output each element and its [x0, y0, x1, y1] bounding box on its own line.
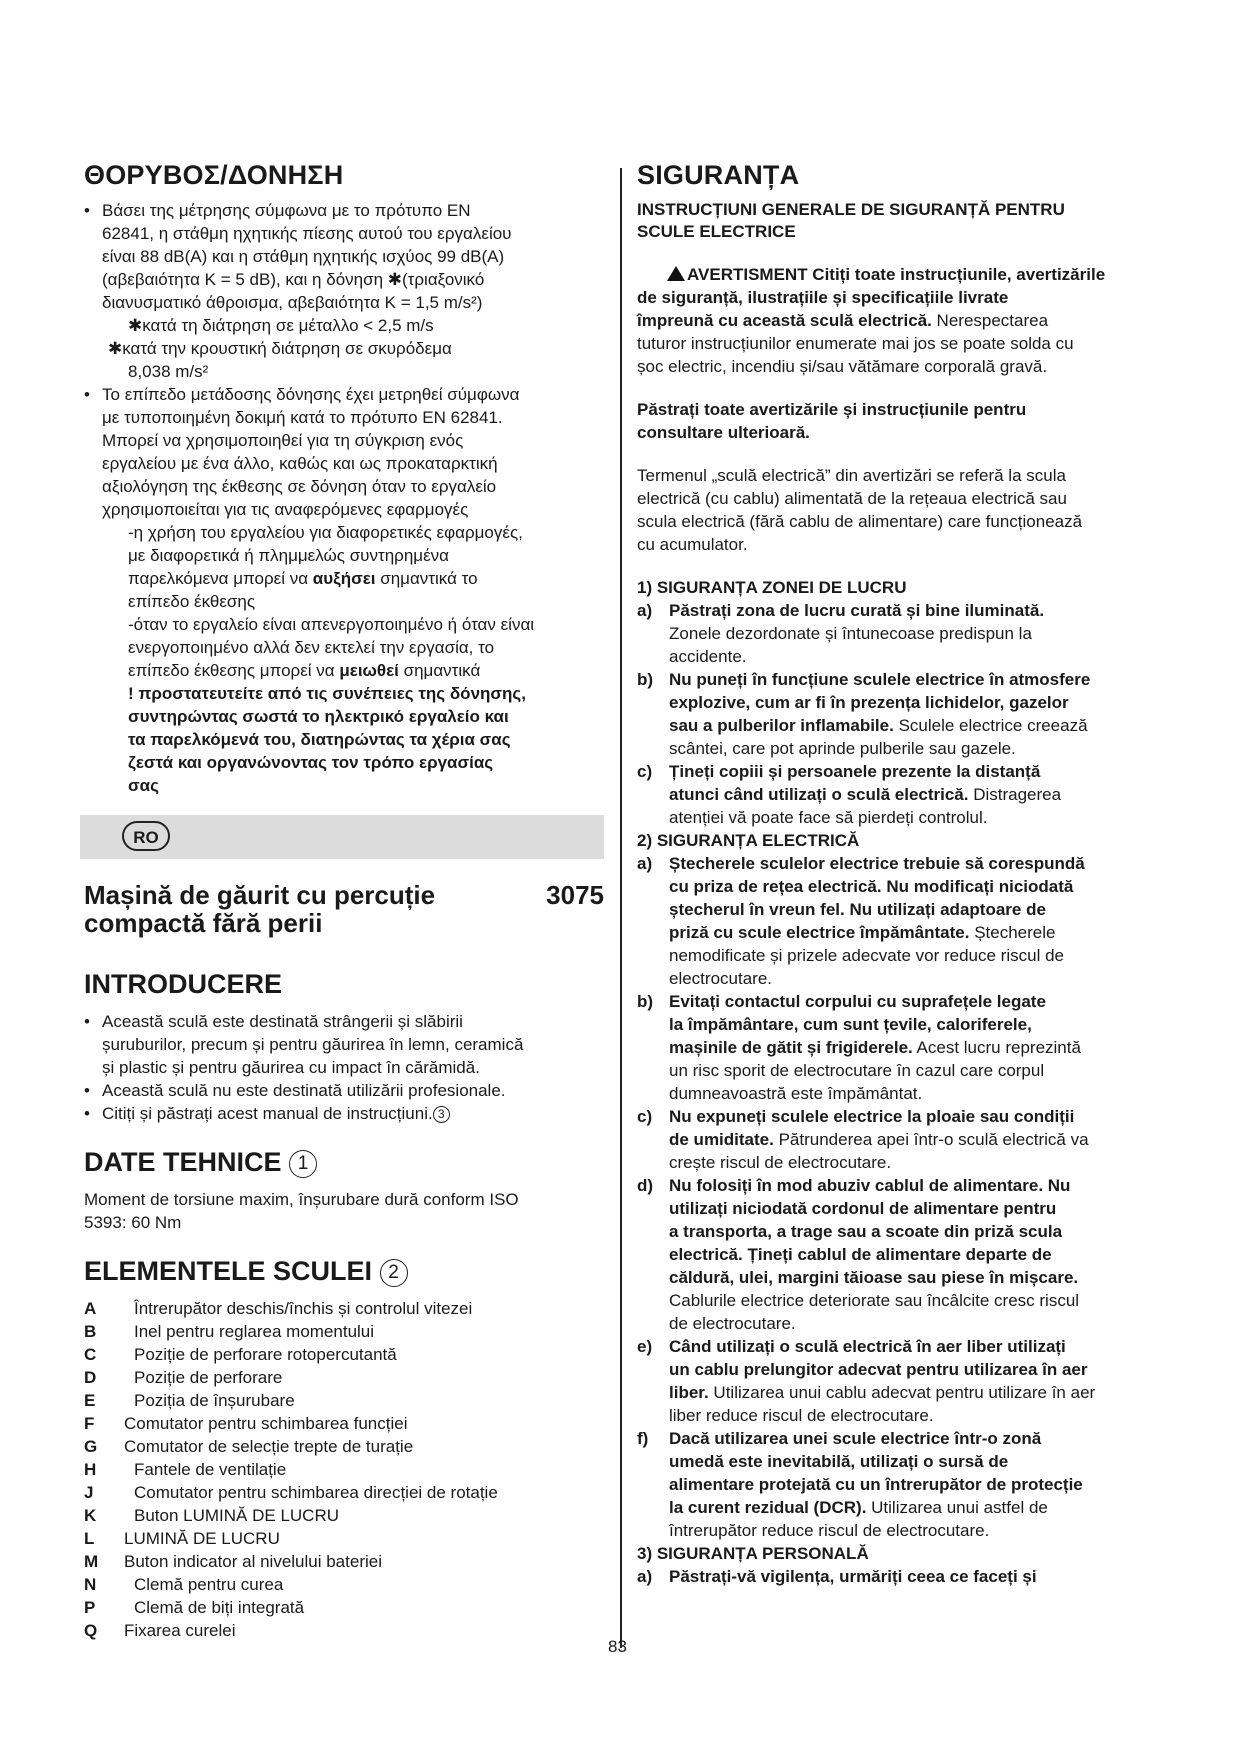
part-key: D	[84, 1368, 97, 1387]
intro-bullet-3: • Citiți și păstrați acest manual de instrucțiuni. 3	[84, 1102, 604, 1125]
part-label: Buton indicator al nivelului bateriei	[124, 1552, 382, 1571]
part-item	[84, 1596, 604, 1619]
part-label: Poziție de perforare rotopercutantă	[134, 1345, 397, 1364]
part-label: Buton LUMINĂ DE LUCRU	[134, 1506, 340, 1525]
tech-title: DATE TEHNICE 1	[84, 1147, 604, 1178]
figure-ref-3: 3	[433, 1106, 450, 1123]
part-item	[84, 1435, 604, 1458]
greek-bullet-2: • Το επίπεδο μετάδοσης δόνησης έχει μετρηθεί σύμφωνα με τυποποιημένη δοκιμή κατά το πρότυπο EN 62841. Μπορεί να χρησιμοποιηθεί για τη σύγκριση ενός εργαλείου με ένα άλλο, καθώς και ως προκαταρκτική αξιολόγηση της έκθεσης σε δόνηση όταν το εργαλείο χρησιμοποιείται για τις αναφερόμενες εφαρμογές	[84, 385, 520, 519]
figure-ref-1: 1	[289, 1150, 317, 1178]
product-title: Mașină de găurit cu percuție compactă fără perii 3075	[84, 880, 604, 938]
part-label: Comutator pentru schimbarea funcției	[124, 1414, 408, 1433]
item-1a: a) Păstrați zona de lucru curată și bine iluminată. Zonele dezordonate și întunecoase predispun la accidente.	[637, 601, 1045, 666]
part-item	[84, 1573, 604, 1596]
parts-list	[84, 1297, 604, 1642]
part-item	[84, 1343, 604, 1366]
part-key: M	[84, 1552, 99, 1571]
part-label: Poziție de perforare	[134, 1368, 283, 1387]
part-item	[84, 1320, 604, 1343]
part-item	[84, 1389, 604, 1412]
part-label: Clemă de biți integrată	[134, 1598, 305, 1617]
keep-instructions: Păstrați toate avertizările și instrucțiunile pentru consultare ulterioară.	[637, 400, 1027, 442]
parts-title: ELEMENTELE SCULEI 2	[84, 1256, 604, 1287]
part-item	[84, 1481, 604, 1504]
part-key: A	[84, 1299, 97, 1318]
part-key: K	[84, 1506, 97, 1525]
greek-bullet-1: • Βάσει της μέτρησης σύμφωνα με το πρότυπο EN 62841, η στάθμη ηχητικής πίεσης αυτού του εργαλείου είναι 88 dB(A) και η στάθμη ηχητικής ισχύος 99 dB(A) (αβεβαιότητα K = 5 dB), και η δόνηση ✱(τριαξονικό διανυσματικό άθροισμα, αβεβαιότητα K = 1,5 m/s²)	[84, 201, 512, 312]
left-column	[84, 160, 604, 1642]
part-item	[84, 1297, 604, 1320]
part-key: B	[84, 1322, 97, 1341]
warning-icon	[667, 266, 685, 281]
section-1-heading: 1) SIGURANȚA ZONEI DE LUCRU	[637, 578, 907, 597]
part-item	[84, 1504, 604, 1527]
part-item	[84, 1550, 604, 1573]
item-2b: b) Evitați contactul corpului cu suprafețele legate la împământare, cum sunt țevile, caloriferele, mașinile de gătit și frigiderele. Acest lucru reprezintă un risc sporit de electrocutare în cazul care corpul dumneavoastră este împământat.	[637, 992, 1081, 1103]
part-label: Fantele de ventilație	[134, 1460, 287, 1479]
part-item	[84, 1412, 604, 1435]
part-item	[84, 1458, 604, 1481]
section-3-heading: 3) SIGURANȚA PERSONALĂ	[637, 1544, 869, 1563]
language-band	[80, 815, 604, 859]
part-key: Q	[84, 1621, 98, 1640]
item-2a: a) Ștecherele sculelor electrice trebuie să corespundă cu priza de rețea electrică. Nu modificați niciodată ștecherul în vreun fel. Nu utilizați adaptoare de priză cu scule electrice împământate. Ștecherele nemodificate și prizele adecvate vor reduce riscul de electrocutare.	[637, 854, 1085, 988]
item-1c: c) Țineți copiii și persoanele prezente la distanță atunci când utilizați o sculă electrică. Distragerea atenției vă poate face să pierdeți controlul.	[637, 762, 1062, 827]
item-2f: f) Dacă utilizarea unei scule electrice într-o zonă umedă este inevitabilă, utilizați o sursă de alimentare protejată cu un întrerupător de protecție la curent rezidual (DCR). Utilizarea unui astfel de întrerupător reduce riscul de electrocutare.	[637, 1429, 1083, 1540]
greek-section-title: ΘΟΡΥΒΟΣ/ΔΟΝΗΣΗ	[84, 160, 344, 190]
part-label: Întrerupător deschis/închis și controlul vitezei	[134, 1299, 473, 1318]
item-2d: d) Nu folosiți în mod abuziv cablul de alimentare. Nu utilizați niciodată cordonul de alimentare pentru a transporta, a trage sau a scoate din priză scula electrică. Țineți cablul de alimentare departe de căldură, ulei, margini tăioase sau piese în mișcare. Cablurile electrice deteriorate sau încâlcite cresc riscul de electrocutare.	[637, 1176, 1080, 1333]
part-item	[84, 1619, 604, 1642]
item-2c: c) Nu expuneți sculele electrice la ploaie sau condiții de umiditate. Pătrunderea apei într-o sculă electrică va crește riscul de electrocutare.	[637, 1107, 1089, 1172]
intro-bullet-2: • Această sculă nu este destinată utilizării profesionale.	[84, 1081, 506, 1100]
language-badge: RO	[122, 821, 170, 851]
part-key: E	[84, 1391, 96, 1410]
part-label: Comutator pentru schimbarea direcției de rotație	[134, 1483, 498, 1502]
safety-subtitle: INSTRUCȚIUNI GENERALE DE SIGURANȚĂ PENTRU SCULE ELECTRICE	[637, 200, 1065, 241]
item-1b: b) Nu puneți în funcțiune sculele electrice în atmosfere explozive, cum ar fi în prezența lichidelor, gazelor sau a pulberilor inflamabile. Sculele electrice creează scântei, care pot aprinde pulberile sau gazele.	[637, 670, 1091, 758]
part-key: P	[84, 1598, 96, 1617]
page-number: 83	[608, 1637, 627, 1656]
part-label: LUMINĂ DE LUCRU	[124, 1529, 280, 1548]
warning-block: AVERTISMENT Citiți toate instrucțiunile, avertizările de siguranță, ilustrațiile și specificațiile livrate împreună cu această sculă electrică. Nerespectarea tuturor instrucțiunilor enumerate mai jos se poate solda cu șoc electric, incendiu și/sau vătămare corporală gravă.	[637, 265, 1106, 376]
part-key: J	[84, 1483, 94, 1502]
greek-bullet-2-sub: -η χρήση του εργαλείου για διαφορετικές εφαρμογές, με διαφορετικά ή πλημμελώς συντηρημένα παρελκόμενα μπορεί να αυξήσει σημαντικά το επίπεδο έκθεσης -όταν το εργαλείο είναι απενεργοποιημένο ή όταν είναι ενεργοποιημένο αλλά δεν εκτελεί την εργασία, το επίπεδο έκθεσης μπορεί να μειωθεί σημαντικά ! προστατευτείτε από τις συνέπειες της δόνησης, συντηρώντας σωστά το ηλεκτρικό εργαλείο και τα παρελκόμενά του, διατηρώντας τα χέρια σας ζεστά και οργανώνοντας τον τρόπο εργασίας σας	[128, 523, 535, 795]
figure-ref-2: 2	[380, 1259, 408, 1287]
part-key: N	[84, 1575, 97, 1594]
term-definition: Termenul „sculă electrică” din avertizări se referă la scula electrică (cu cablu) alimentată de la rețeaua electrică sau scula electrică (fără cablu de alimentare) care funcționează cu acumulator.	[637, 466, 1083, 554]
safety-title: SIGURANȚA	[637, 160, 800, 190]
intro-bullet-1: • Această sculă este destinată strângerii și slăbirii șuruburilor, precum și pentru găurirea în lemn, ceramică și plastic și pentru găurirea cu impact în cărămidă.	[84, 1012, 524, 1077]
part-key: F	[84, 1414, 95, 1433]
column-divider	[620, 168, 622, 1648]
part-key: L	[84, 1529, 95, 1548]
part-label: Inel pentru reglarea momentului	[134, 1322, 375, 1341]
part-key: H	[84, 1460, 97, 1479]
intro-title: INTRODUCERE	[84, 969, 283, 999]
part-item	[84, 1527, 604, 1550]
part-label: Clemă pentru curea	[134, 1575, 284, 1594]
part-item	[84, 1366, 604, 1389]
part-label: Poziția de înșurubare	[134, 1391, 295, 1410]
tech-text: Moment de torsiune maxim, înșurubare dură conform ISO 5393: 60 Nm	[84, 1190, 519, 1232]
item-2e: e) Când utilizați o sculă electrică în aer liber utilizați un cablu prelungitor adecvat pentru utilizarea în aer liber. Utilizarea unui cablu adecvat pentru utilizare în aer liber reduce riscul de electrocutare.	[637, 1337, 1096, 1425]
part-label: Comutator de selecție trepte de turație	[124, 1437, 414, 1456]
product-model: 3075	[546, 880, 604, 910]
part-key: G	[84, 1437, 98, 1456]
right-column	[637, 160, 1157, 1588]
greek-bullet-1-sub: ✱κατά τη διάτρηση σε μέταλλο < 2,5 m/s ✱κατά την κρουστική διάτρηση σε σκυρόδεμα 8,038 m/s²	[108, 316, 452, 381]
section-2-heading: 2) SIGURANȚA ELECTRICĂ	[637, 831, 860, 850]
part-key: C	[84, 1345, 97, 1364]
part-label: Fixarea curelei	[124, 1621, 236, 1640]
item-3a: a) Păstrați-vă vigilența, urmăriți ceea ce faceți și	[637, 1567, 1037, 1586]
